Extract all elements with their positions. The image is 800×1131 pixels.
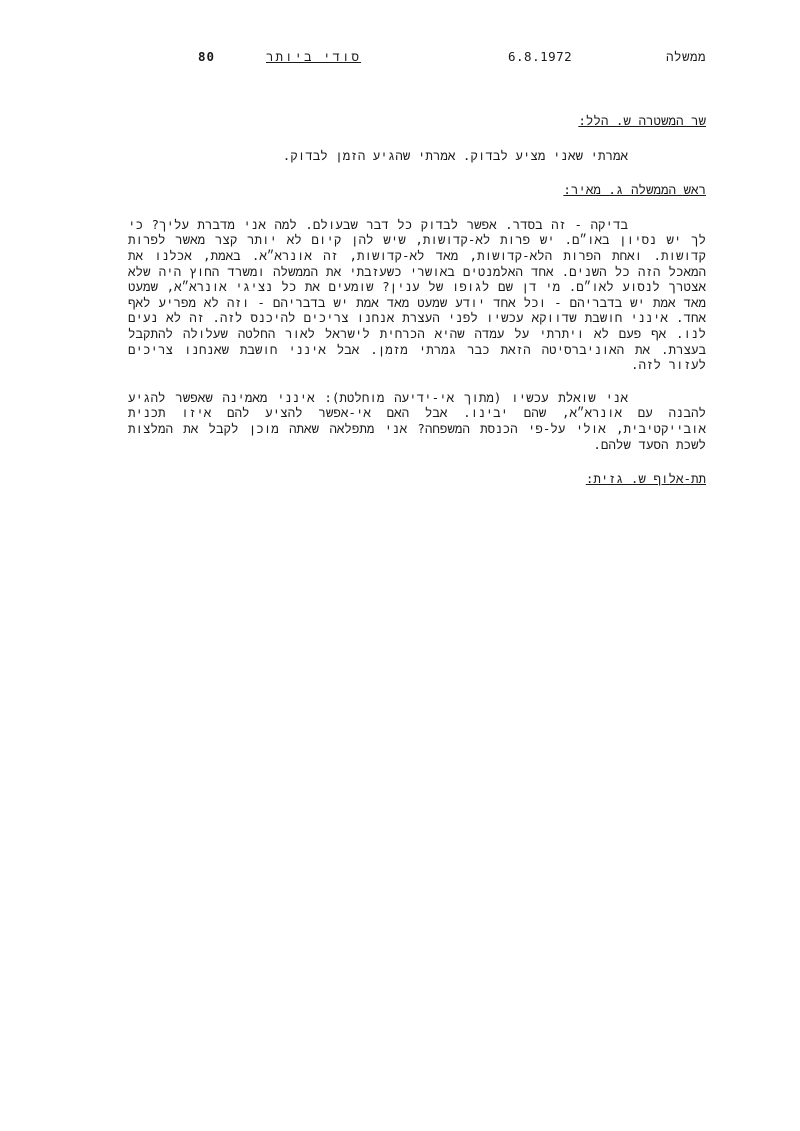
speech-text: אמרתי שאני מציע לבדוק. אמרתי שהגיע הזמן לבדוק. — [282, 147, 628, 163]
document-date: 6.8.1972 — [508, 49, 573, 64]
page-number: 80 — [198, 49, 216, 64]
speech-text: בדיקה - זה בסדר. אפשר לבדוק כל דבר שבעולם. למה אני מדברת עליך? כי לך יש נסיון באו״ם. יש פרות לא-קדושות, שיש להן קיום לא יותר קצר מאשר לפרות קדושות. ואחת הפרות הלא-קדושות, מאד לא-קדושות, זה אונרא״א. באמת, אכלנו את המאכל הזה כל השנים. אחד האלמנטים באושרי כשעזבתי את הממשלה ומשרד החוץ היה שלא אצטרך לנסוע לאו״ם. מי דן שם לגופו של ענין? שומעים את כל נציגי אונרא״א, שמעט מאד אמת יש בדבריהם - וכל אחד יודע שמעט מאד אמת יש בדבריהם - וזה לא מפריע לאף אחד. אינני חושבת שדווקא עכשיו לפני העצרת אנחנו צריכים להיכנס לזה. זה לא נעים לנו. אף פעם לא ויתרתי על עמדה שהיא הכרחית לישראל לאור החלטה שעלולה להתקבל בעצרת. את האוניברסיטה הזאת כבר גמרתי מזמן. אבל אינני חושבת שאנחנו צריכים לעזור לזה. — [128, 216, 706, 373]
speaker-name: שר המשטרה ש. הלל: — [578, 113, 706, 128]
speaker-name: תת-אלוף ש. גזית: — [585, 471, 706, 487]
speech-paragraph — [128, 148, 706, 164]
speech-text: אני שואלת עכשיו (מתוך אי-ידיעה מוחלטת): אינני מאמינה שאפשר להגיע להבנה עם אונרא״א, שהם יבינו. אבל האם אי-אפשר להציע להם איזו תכנית אובייקטיבית, אולי על-פי הכנסת המשפחה? אני מתפלאה שאתה מוכן לקבל את המלצות לשכת הסעד שלהם. — [128, 389, 706, 452]
speech-paragraph — [128, 217, 706, 373]
organization-label: ממשלה — [666, 49, 707, 64]
speech-paragraph — [128, 390, 706, 452]
speaker-name: ראש הממשלה ג. מאיר: — [563, 182, 706, 198]
transcript-body — [128, 113, 706, 487]
classification-label: סודי ביותר — [266, 49, 362, 64]
